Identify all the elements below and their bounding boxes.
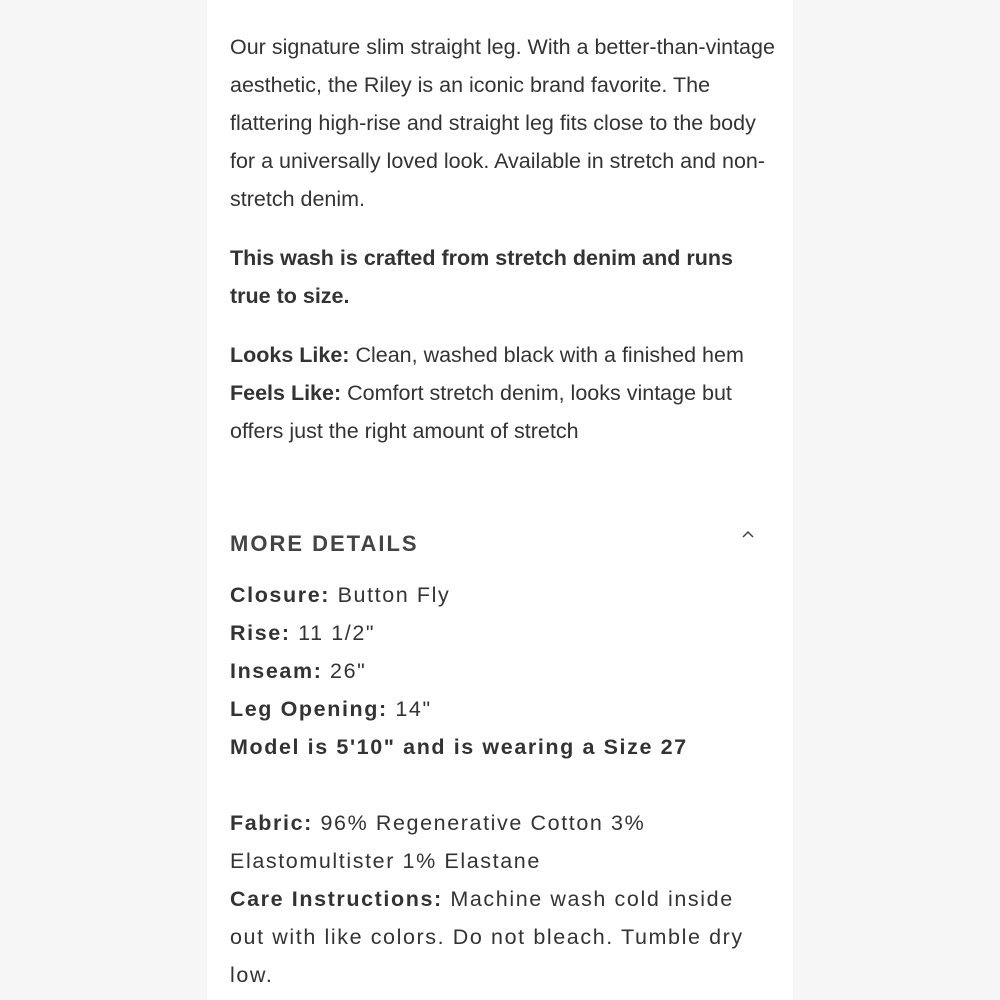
spec-care [230, 880, 775, 994]
spacer [230, 766, 775, 804]
more-details-content [230, 576, 775, 994]
looks-like-label: Looks Like: [230, 343, 350, 367]
closure-label: Closure: [230, 583, 331, 607]
more-details-title: MORE DETAILS [230, 531, 419, 556]
looks-like-value: Clean, washed black with a finished hem [349, 343, 744, 367]
product-description: Our signature slim straight leg. With a better-than-vintage aesthetic, the Riley is an iconic brand favorite. The flattering high-rise and straight leg fits close to the body for a universally loved look. Available in stretch and non-stretch denim. [230, 35, 775, 211]
chevron-up-icon[interactable] [742, 529, 754, 541]
spec-rise [230, 614, 775, 652]
model-size-info: Model is 5'10" and is wearing a Size 27 [230, 735, 688, 759]
inseam-label: Inseam: [230, 659, 323, 683]
spec-leg-opening [230, 690, 775, 728]
rise-value: 11 1/2" [290, 621, 376, 645]
leg-opening-value: 14" [387, 697, 432, 721]
leg-opening-label: Leg Opening: [230, 697, 388, 721]
more-details-toggle[interactable] [230, 524, 750, 564]
fit-feel-section [230, 336, 775, 450]
spec-closure [230, 576, 775, 614]
spec-inseam [230, 652, 775, 690]
wash-note: This wash is crafted from stretch denim and runs true to size. [230, 246, 733, 308]
fabric-value: 96% Regenerative Cotton 3% Elastomultister 1% Elastane [230, 811, 646, 873]
feels-like-value: Comfort stretch denim, looks vintage but offers just the right amount of stretch [230, 381, 732, 443]
inseam-value: 26" [322, 659, 367, 683]
product-details-panel [207, 0, 793, 1000]
feels-like-label: Feels Like: [230, 381, 342, 405]
closure-value: Button Fly [330, 583, 451, 607]
spec-fabric [230, 804, 775, 880]
care-label: Care Instructions: [230, 887, 443, 911]
care-value: Machine wash cold inside out with like colors. Do not bleach. Tumble dry low. [230, 887, 744, 987]
fabric-label: Fabric: [230, 811, 313, 835]
rise-label: Rise: [230, 621, 291, 645]
